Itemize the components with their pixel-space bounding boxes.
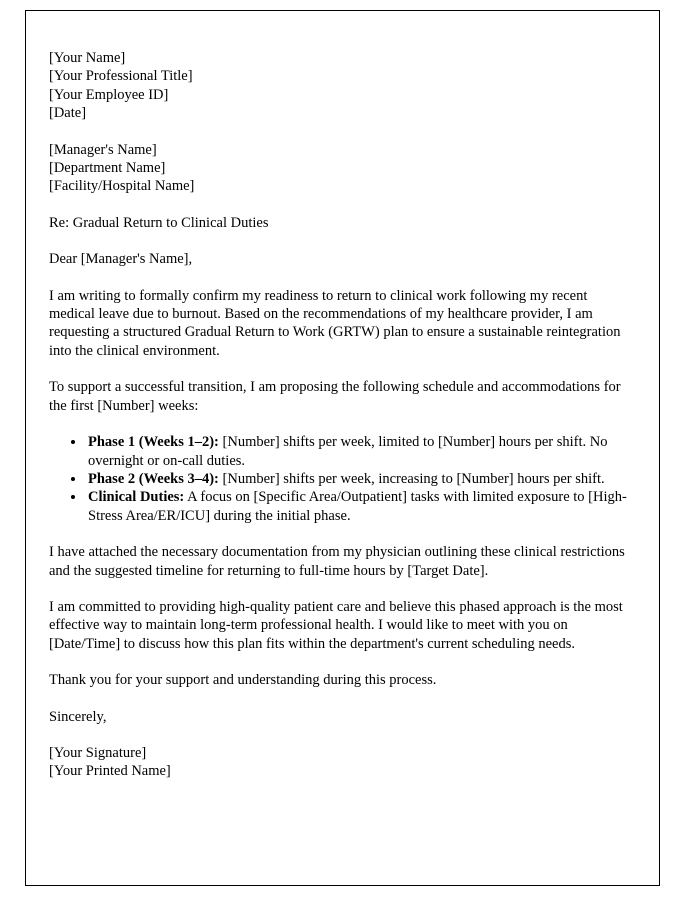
phase-1-text: [Number] shifts per week, limited to [Number] hours per shift. No overnight or on-call duties.: [88, 434, 608, 469]
subject-line: Re: Gradual Return to Clinical Duties: [49, 214, 269, 231]
printed-name-placeholder: [Your Printed Name]: [49, 763, 171, 780]
recipient-manager-name: [Manager's Name]: [49, 141, 157, 158]
sender-block: [49, 49, 635, 123]
sender-name: [Your Name]: [49, 50, 126, 66]
phase-1-label: Phase 1 (Weeks 1–2):: [88, 434, 219, 451]
signature-block: [49, 744, 635, 781]
letter-body: [26, 11, 659, 781]
recipient-facility-name: [Facility/Hospital Name]: [49, 178, 195, 195]
paragraph-commitment: I am committed to providing high-quality patient care and believe this phased approach is the most effective way to maintain long-term professional health. I would like to meet with you on [Date/Time] to discuss how this plan fits within the department's current scheduling needs.: [49, 598, 623, 652]
phase-1-item: [86, 433, 635, 470]
clinical-duties-item: [86, 488, 635, 525]
phase-2-label: Phase 2 (Weeks 3–4):: [88, 470, 219, 487]
clinical-duties-label: Clinical Duties:: [88, 489, 185, 506]
paragraph-thanks: Thank you for your support and understanding during this process.: [49, 672, 437, 689]
closing: Sincerely,: [49, 708, 107, 725]
phase-2-text: [Number] shifts per week, increasing to [Number] hours per shift.: [218, 470, 605, 487]
phase-list: [49, 433, 635, 525]
salutation: Dear [Manager's Name],: [49, 251, 193, 268]
phase-2-item: [86, 470, 635, 488]
sender-professional-title: [Your Professional Title]: [49, 68, 193, 85]
paragraph-documentation: I have attached the necessary documentation from my physician outlining these clinical restrictions and the suggested timeline for returning to full-time hours by [Target Date].: [49, 544, 625, 579]
letter-date: [Date]: [49, 105, 87, 122]
recipient-department-name: [Department Name]: [49, 160, 166, 177]
recipient-block: [49, 141, 635, 196]
signature-placeholder: [Your Signature]: [49, 744, 147, 761]
letter-page: [25, 10, 660, 886]
paragraph-intro: I am writing to formally confirm my readiness to return to clinical work following my recent medical leave due to burnout. Based on the recommendations of my healthcare provider, I am requesting a structured Gradual Return to Work (GRTW) plan to ensure a sustainable reintegration into the clinical environment.: [49, 287, 621, 359]
paragraph-proposal: To support a successful transition, I am proposing the following schedule and accommodations for the first [Number] weeks:: [49, 379, 621, 414]
clinical-duties-text: A focus on [Specific Area/Outpatient] tasks with limited exposure to [High-Stress Area/ER/ICU] during the initial phase.: [88, 489, 627, 524]
sender-employee-id: [Your Employee ID]: [49, 86, 169, 103]
